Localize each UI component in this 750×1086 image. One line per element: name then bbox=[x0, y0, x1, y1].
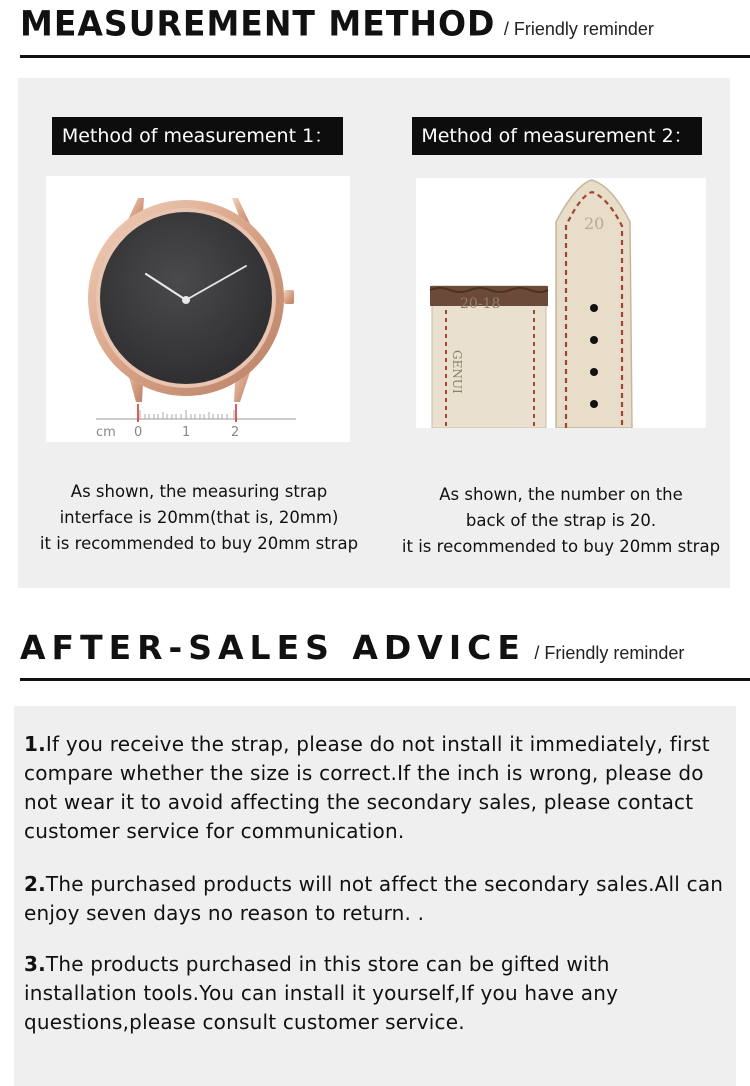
ruler-tick-2: 2 bbox=[231, 425, 240, 440]
method1-caption bbox=[18, 479, 380, 557]
after-sales-divider bbox=[20, 678, 750, 681]
method2-caption-line3: it is recommended to buy 20mm strap bbox=[401, 537, 721, 556]
advice-item-3 bbox=[24, 950, 724, 1037]
ruler-unit: cm bbox=[96, 425, 116, 440]
strap-mark-size: 20-18 bbox=[460, 296, 501, 312]
advice-text-1: If you receive the strap, please do not install it immediately, first compare whether the size is correct.If the inch is wrong, please do not wear it to avoid affecting the secondary sales, please contact customer service for communication. bbox=[24, 732, 710, 843]
strap-photo bbox=[416, 178, 706, 428]
advice-number-1: 1. bbox=[24, 732, 46, 756]
after-sales-panel bbox=[14, 706, 736, 1086]
method2-caption-line2: back of the strap is 20. bbox=[465, 511, 657, 530]
method1-caption-line2: interface is 20mm(that is, 20mm) bbox=[59, 508, 339, 527]
measurement-header bbox=[20, 4, 750, 43]
watch-illustration bbox=[46, 176, 350, 442]
advice-number-3: 3. bbox=[24, 952, 46, 976]
after-sales-title: AFTER-SALES ADVICE bbox=[20, 628, 526, 667]
method1-caption-line1: As shown, the measuring strap bbox=[70, 482, 328, 501]
advice-number-2: 2. bbox=[24, 872, 46, 896]
strap-mark-top: 20 bbox=[584, 214, 605, 233]
after-sales-header bbox=[20, 628, 750, 667]
after-sales-subtitle: / Friendly reminder bbox=[534, 643, 685, 663]
measurement-title: MEASUREMENT METHOD bbox=[20, 3, 496, 44]
method2-caption bbox=[380, 482, 742, 560]
measurement-divider bbox=[20, 55, 750, 58]
advice-item-2 bbox=[24, 870, 724, 928]
advice-text-2: The purchased products will not affect the secondary sales.All can enjoy seven days no reason to return. . bbox=[24, 872, 724, 925]
measurement-subtitle: / Friendly reminder bbox=[503, 19, 654, 39]
method2-badge: Method of measurement 2： bbox=[412, 117, 702, 155]
watch-photo bbox=[46, 176, 350, 442]
ruler-tick-1: 1 bbox=[182, 425, 191, 440]
advice-item-1 bbox=[24, 730, 724, 846]
method1-caption-line3: it is recommended to buy 20mm strap bbox=[39, 534, 359, 553]
ruler-tick-0: 0 bbox=[134, 425, 143, 440]
method2-caption-line1: As shown, the number on the bbox=[439, 485, 683, 504]
method1-badge: Method of measurement 1： bbox=[52, 117, 343, 155]
ruler bbox=[96, 404, 296, 422]
measurement-panel bbox=[18, 78, 730, 588]
advice-text-3: The products purchased in this store can be gifted with installation tools.You can install it yourself,If you have any questions,please consult customer service. bbox=[24, 952, 619, 1034]
strap-mark-brand: GENUI bbox=[450, 350, 464, 394]
